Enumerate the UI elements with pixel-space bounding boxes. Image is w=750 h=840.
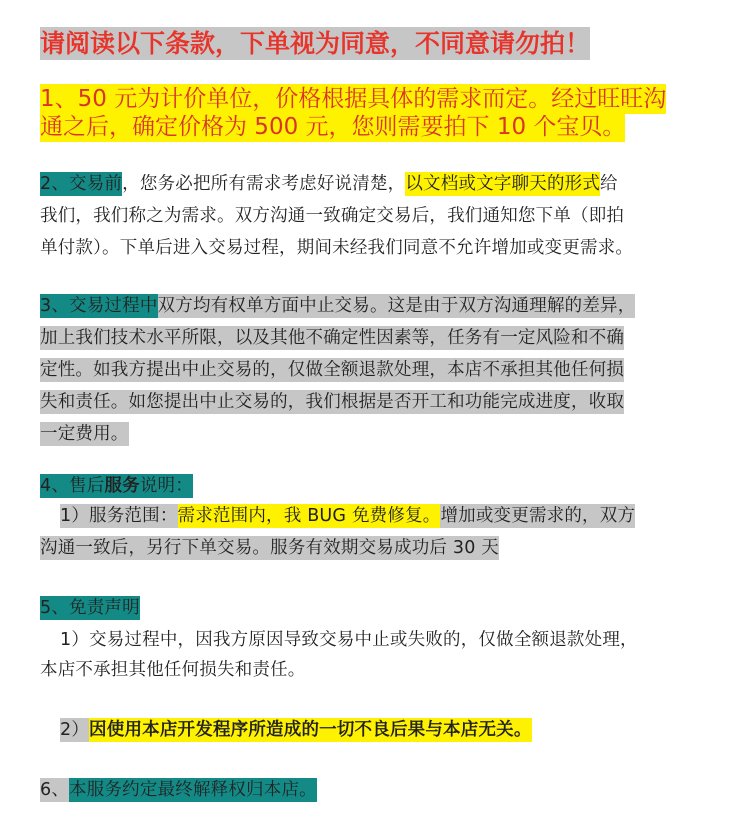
section-3-line-3 (40, 356, 624, 381)
section-1-text-1: 1、50 元为计价单位，价格根据具体的需求而定。经过旺旺沟 (40, 86, 667, 112)
section-5-line-3 (60, 716, 532, 741)
section-3-text-4: 失和责任。如您提出中止交易的，我们根据是否开工和功能完成进度，收取 (40, 392, 625, 412)
section-2-text-2: 我们，我们称之为需求。双方沟通一致确定交易后，我们通知您下单（即拍 (40, 206, 625, 226)
section-6-label-a: 6、 (40, 780, 70, 800)
section-3-line-1 (40, 292, 635, 317)
section-3-line-2 (40, 324, 624, 349)
section-4-text-2: 沟通一致后，另行下单交易。服务有效期交易成功后 30 天 (40, 538, 499, 558)
section-3-text-3: 定性。如我方提出中止交易的，仅做全额退款处理，本店不承担其他任何损 (40, 360, 625, 380)
section-2-line-2 (40, 202, 624, 227)
section-4-label-b: 服务 (104, 476, 140, 496)
section-4-text-1a: 1）服务范围： (60, 506, 178, 526)
section-5-text-1: 1）交易过程中，因我方原因导致交易中止或失败的，仅做全额退款处理， (60, 630, 638, 650)
section-4-label (40, 474, 193, 498)
section-3-text-5: 一定费用。 (40, 424, 129, 444)
section-5-text-2: 本店不承担其他任何损失和责任。 (40, 660, 306, 680)
section-4-line-1 (60, 502, 635, 527)
section-3-line-5 (40, 420, 129, 445)
section-3-text-1: 双方均有权单方面中止交易。这是由于双方沟通理解的差异， (157, 296, 636, 316)
section-2-highlight: 以文档或文字聊天的形式 (405, 174, 601, 194)
section-4-label-c: 说明： (139, 476, 193, 496)
section-5-label: 5、免责声明 (40, 598, 140, 618)
section-4-heading (40, 472, 193, 497)
section-2-text-3: 单付款）。下单后进入交易过程，期间未经我们同意不允许增加或变更需求。 (40, 238, 634, 258)
section-5-highlight: 因使用本店开发程序所造成的一切不良后果与本店无关。 (89, 720, 532, 740)
section-4-highlight: 需求范围内，我 BUG 免费修复。 (177, 506, 441, 526)
section-2-text-1a: ，您务必把所有需求考虑好说清楚， (122, 174, 406, 194)
section-4-line-2 (40, 534, 499, 559)
terms-title (40, 24, 590, 60)
section-2-text-1c: 给 (600, 174, 618, 194)
section-3-line-4 (40, 388, 624, 413)
section-3-text-2: 加上我们技术水平所限，以及其他不确定性因素等，任务有一定风险和不确 (40, 328, 625, 348)
section-5-line-2 (40, 656, 306, 681)
section-2-line-3 (40, 234, 633, 259)
section-5-text-3a: 2） (60, 720, 90, 740)
section-5-heading (40, 594, 140, 619)
section-1-text-2: 通之后，确定价格为 500 元，您则需要拍下 10 个宝贝。 (40, 114, 626, 140)
title-text: 请阅读以下条款，下单视为同意，不同意请勿拍！ (40, 29, 591, 58)
section-4-label-a: 4、售后 (40, 476, 105, 496)
section-2-label: 2、交易前 (40, 174, 123, 194)
section-5-line-1 (60, 626, 638, 651)
section-3-label: 3、交易过程中 (40, 296, 158, 316)
section-2-line-1 (40, 170, 618, 195)
section-1-line-2 (40, 108, 625, 141)
section-6-text: 本服务约定最终解释权归本店。 (69, 780, 317, 800)
section-4-text-1c: 增加或变更需求的，双方 (440, 506, 636, 526)
section-6-line (40, 776, 317, 801)
